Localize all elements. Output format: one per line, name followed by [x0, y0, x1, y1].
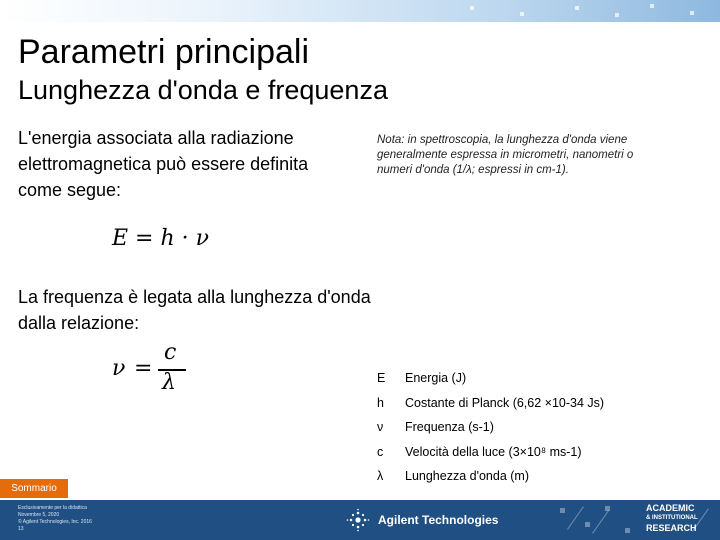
academic-line: RESEARCH	[646, 523, 697, 533]
formula-denominator: λ	[162, 370, 176, 395]
symbol-row	[377, 464, 697, 489]
symbol-name: λ	[377, 469, 384, 483]
symbol-description: Lunghezza d'onda (m)	[405, 469, 529, 483]
symbol-row	[377, 415, 697, 440]
footer-info-line: © Agilent Technologies, Inc. 2016	[18, 519, 92, 525]
slide-title: Parametri principali	[18, 33, 309, 71]
header-band	[0, 0, 720, 22]
footer-info-line: 13	[18, 526, 24, 532]
symbol-name: E	[377, 371, 386, 385]
formula-equals: =	[134, 356, 153, 381]
slide-subtitle: Lunghezza d'onda e frequenza	[18, 75, 388, 105]
footer-info	[18, 505, 92, 533]
academic-line: & INSTITUTIONAL	[646, 515, 698, 521]
formula-frequency-symbol: ν	[112, 356, 126, 381]
symbol-name: h	[377, 395, 384, 410]
symbol-legend	[377, 366, 697, 489]
symbol-description: Costante di Planck (6,62 ×10-34 Js)	[405, 395, 605, 410]
symbol-name: ν	[377, 420, 384, 434]
energy-formula: E = h · ν	[112, 226, 210, 251]
symbol-name: c	[377, 444, 384, 459]
spectroscopy-note: Nota: in spettroscopia, la lunghezza d'onda viene generalmente espressa in micrometri, nanometri o numeri d'onda (1/λ; espressi in cm-1).	[377, 134, 634, 176]
brand-name: Agilent Technologies	[378, 513, 499, 527]
symbol-description: Frequenza (s-1)	[405, 420, 494, 434]
footer-info-line: Esclusivamente per la didattica	[18, 505, 87, 511]
agilent-spark-icon	[346, 508, 370, 532]
agilent-logo	[346, 507, 498, 533]
symbol-description: Energia (J)	[405, 371, 467, 385]
symbol-row	[377, 391, 697, 416]
symbol-description: Velocità della luce (3×10⁸ ms-1)	[405, 444, 582, 459]
formula-numerator: c	[164, 340, 177, 365]
symbol-row	[377, 440, 697, 465]
footer-info-line: Novembre 5, 2020	[18, 512, 60, 518]
symbol-row	[377, 366, 697, 391]
energy-paragraph: L'energia associata alla radiazione elettromagnetica può essere definita come segue:	[18, 128, 309, 200]
academic-line: ACADEMIC	[646, 503, 695, 513]
academic-research-logo	[646, 503, 698, 533]
sommario-button[interactable]: Sommario	[0, 479, 68, 498]
frequency-paragraph: La frequenza è legata alla lunghezza d'onda dalla relazione:	[18, 287, 371, 333]
